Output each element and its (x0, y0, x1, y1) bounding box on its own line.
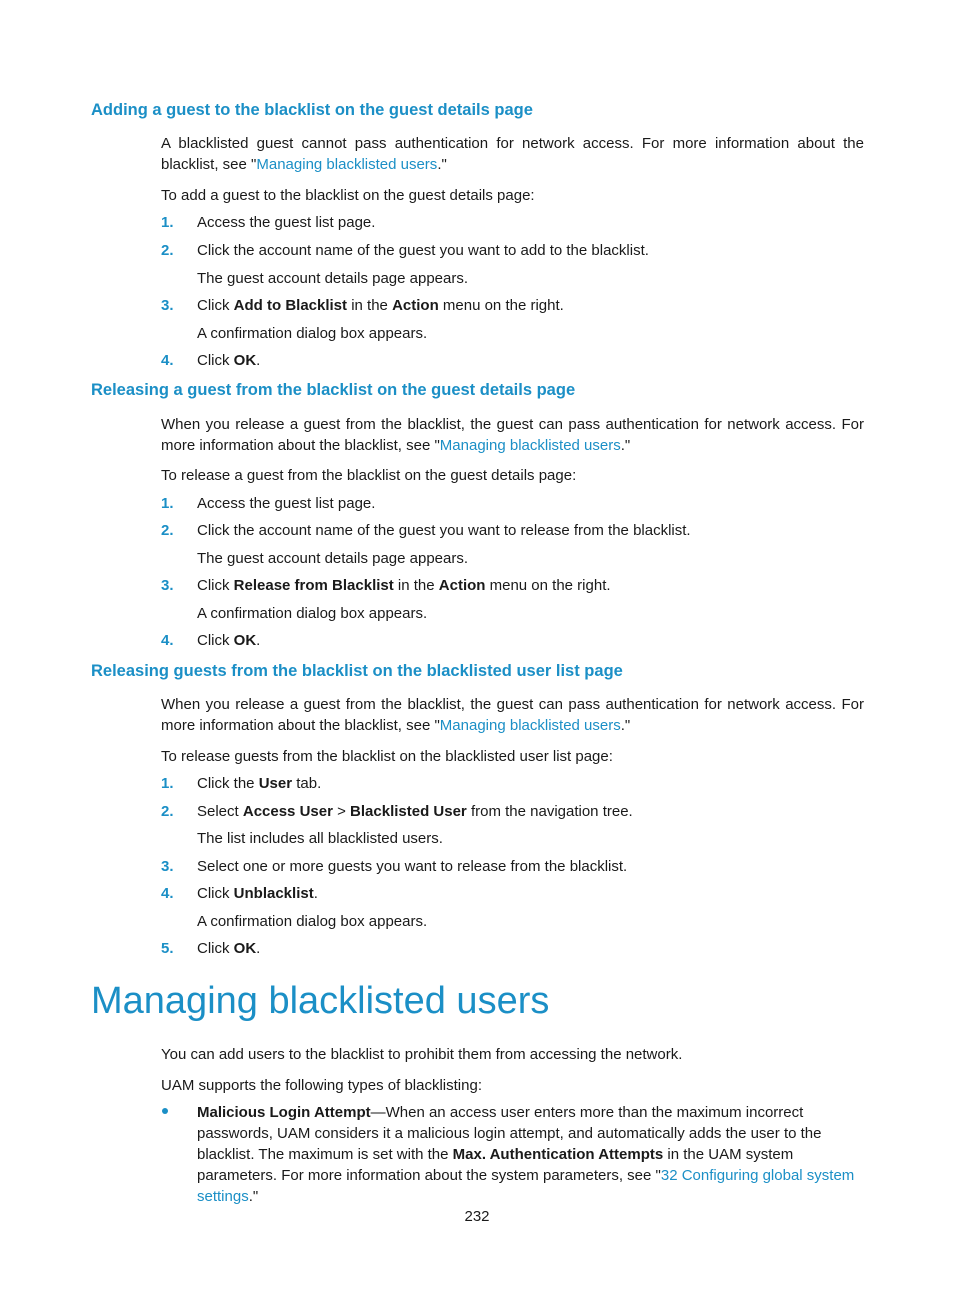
intro-text-end: ." (620, 717, 631, 734)
step-text-pre: Click the (197, 775, 259, 792)
chapter-title: Managing blacklisted users (91, 980, 550, 1022)
ui-term-release-from-blacklist: Release from Blacklist (233, 577, 394, 594)
step-text (197, 938, 260, 959)
managing-blacklisted-users-link[interactable]: Managing blacklisted users (439, 717, 621, 734)
step-number: 2. (161, 242, 174, 259)
step-text-post: . (256, 940, 261, 957)
procedure-lead: To add a guest to the blacklist on the guest details page: (161, 187, 535, 204)
step-note: The guest account details page appears. (197, 270, 469, 287)
chapter-paragraph: UAM supports the following types of blacklisting: (161, 1077, 482, 1094)
step-text (197, 883, 318, 904)
global-system-settings-link[interactable]: 32 Configuring global system settings (197, 1167, 855, 1205)
ui-term-unblacklist: Unblacklist (233, 885, 314, 902)
ui-term-blacklisted-user: Blacklisted User (350, 803, 467, 820)
ui-term-ok: OK (233, 940, 257, 957)
step-text-post: tab. (292, 775, 322, 792)
step-text-post: . (256, 352, 261, 369)
section-intro (161, 133, 864, 175)
managing-blacklisted-users-link[interactable]: Managing blacklisted users (439, 437, 621, 454)
step-text-post: from the navigation tree. (466, 803, 633, 820)
step-text (197, 801, 633, 822)
intro-text-end: ." (620, 437, 631, 454)
step-number: 3. (161, 297, 174, 314)
managing-blacklisted-users-link[interactable]: Managing blacklisted users (256, 156, 438, 173)
step-text: Click the account name of the guest you want to add to the blacklist. (197, 242, 649, 259)
section-heading-release-guests-list: Releasing guests from the blacklist on the blacklisted user list page (91, 662, 623, 680)
bullet-text: —When an access user enters more than the maximum incorrect passwords, UAM considers it a malicious login attempt, and automatically adds the user to the blacklist. The maximum is set with the (197, 1104, 822, 1163)
step-text-mid: > (332, 803, 351, 820)
intro-text: When you release a guest from the blacklist, the guest can pass authentication for network access. For more information about the blacklist, see " (161, 416, 864, 454)
procedure-lead: To release guests from the blacklist on the blacklisted user list page: (161, 748, 613, 765)
bullet-item-malicious-login (197, 1102, 877, 1207)
bullet-text: in the UAM system parameters. For more information about the system parameters, see " (197, 1146, 794, 1184)
step-text-pre: Click (197, 885, 234, 902)
step-text: Select one or more guests you want to release from the blacklist. (197, 858, 628, 875)
step-text: Click the account name of the guest you want to release from the blacklist. (197, 522, 691, 539)
step-text-pre: Click (197, 632, 234, 649)
step-text-mid: in the (393, 577, 439, 594)
ui-term-add-to-blacklist: Add to Blacklist (233, 297, 348, 314)
step-text-pre: Select (197, 803, 243, 820)
term-malicious-login-attempt: Malicious Login Attempt (197, 1104, 371, 1121)
step-text-mid: in the (347, 297, 393, 314)
step-text (197, 295, 564, 316)
procedure-lead: To release a guest from the blacklist on the guest details page: (161, 467, 577, 484)
section-heading-add-blacklist: Adding a guest to the blacklist on the guest details page (91, 101, 533, 119)
ui-term-user: User (258, 775, 293, 792)
step-number: 2. (161, 522, 174, 539)
step-text-post: menu on the right. (438, 297, 564, 314)
bullet-text-end: ." (248, 1188, 259, 1205)
step-text-post: menu on the right. (485, 577, 611, 594)
ui-term-ok: OK (233, 352, 257, 369)
step-note: The list includes all blacklisted users. (197, 830, 443, 847)
step-text (197, 630, 260, 651)
step-note: The guest account details page appears. (197, 550, 469, 567)
step-text-pre: Click (197, 940, 234, 957)
section-intro (161, 414, 864, 456)
intro-text: When you release a guest from the blacklist, the guest can pass authentication for network access. For more information about the blacklist, see " (161, 696, 864, 734)
term-max-authentication-attempts: Max. Authentication Attempts (452, 1146, 664, 1163)
page-number: 232 (464, 1208, 490, 1225)
ui-term-ok: OK (233, 632, 257, 649)
step-text (197, 773, 321, 794)
section-intro (161, 694, 864, 736)
bullet-dot-icon (162, 1108, 168, 1114)
step-text (197, 575, 611, 596)
step-number: 4. (161, 352, 174, 369)
step-text-post: . (313, 885, 318, 902)
step-number: 1. (161, 214, 174, 231)
step-number: 5. (161, 940, 174, 957)
intro-text: A blacklisted guest cannot pass authentication for network access. For more information about the blacklist, see " (161, 135, 864, 173)
ui-term-access-user: Access User (242, 803, 333, 820)
step-text-pre: Click (197, 297, 234, 314)
chapter-paragraph: You can add users to the blacklist to prohibit them from accessing the network. (161, 1046, 683, 1063)
step-number: 2. (161, 803, 174, 820)
step-number: 1. (161, 775, 174, 792)
step-text (197, 350, 260, 371)
intro-text-end: ." (437, 156, 447, 173)
step-text-pre: Click (197, 577, 234, 594)
step-text: Access the guest list page. (197, 495, 376, 512)
step-note: A confirmation dialog box appears. (197, 325, 428, 342)
step-number: 1. (161, 495, 174, 512)
step-number: 4. (161, 885, 174, 902)
section-heading-release-guest: Releasing a guest from the blacklist on the guest details page (91, 381, 576, 399)
step-number: 3. (161, 577, 174, 594)
step-text-post: . (256, 632, 261, 649)
ui-term-action: Action (438, 577, 486, 594)
step-number: 3. (161, 858, 174, 875)
step-note: A confirmation dialog box appears. (197, 913, 428, 930)
step-text-pre: Click (197, 352, 234, 369)
ui-term-action: Action (392, 297, 439, 314)
step-number: 4. (161, 632, 174, 649)
step-text: Access the guest list page. (197, 214, 376, 231)
step-note: A confirmation dialog box appears. (197, 605, 428, 622)
